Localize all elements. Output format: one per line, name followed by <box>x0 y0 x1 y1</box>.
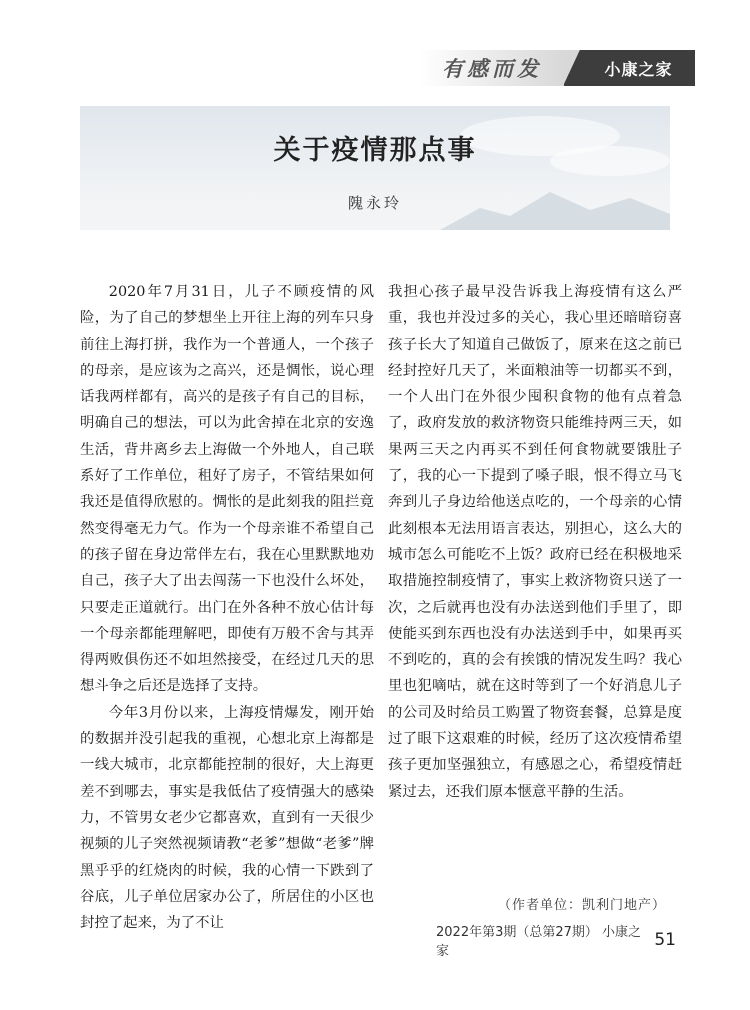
section-name: 小康之家 <box>582 50 695 86</box>
issue-info: 2022年第3期（总第27期） 小康之家 <box>436 925 642 959</box>
section-header <box>420 50 695 86</box>
author-affiliation: （作者单位：凯利门地产） <box>497 898 666 913</box>
body-paragraph: 今年3月份以来，上海疫情爆发，刚开始的数据并没引起我的重视，心想北京上海都是一线大城市，北京都能控制的很好，大上海更差不到哪去，事实是我低估了疫情强大的感染力，不管男女老少它都喜欢，直到有一天很少视频的儿子突然视频请教“老爹”想做“老爹”牌黑乎乎的红烧肉的时候，我的心情一下跌到了谷底，儿子单位居家办公了，所居住的小区也封控了起来，为了不让 <box>80 704 374 932</box>
title-banner <box>80 106 670 230</box>
article-title: 关于疫情那点事 <box>273 135 477 166</box>
section-divider <box>564 50 582 86</box>
section-motto: 有感而发 <box>420 50 564 86</box>
page-number: 51 <box>654 930 676 950</box>
article-author: 隗永玲 <box>347 194 402 212</box>
article-column-left <box>80 279 374 936</box>
page-footer <box>436 925 676 959</box>
article-column-right <box>388 279 682 805</box>
body-paragraph: 2020年7月31日，儿子不顾疫情的风险，为了自己的梦想坐上开往上海的列车只身前往上海打拼，我作为一个普通人，一个孩子的母亲，是应该为之高兴，还是惆怅，说心理话我两样都有，高兴的是孩子有自己的目标，明确自己的想法，可以为此舍掉在北京的安逸生活，背井离乡去上海做一个外地人，自己联系好了工作单位，租好了房子，不管结果如何我还是值得欣慰的。惆怅的是此刻我的阻拦竟然变得毫无力气。作为一个母亲谁不希望自己的孩子留在身边常伴左右，我在心里默默地劝自己，孩子大了出去闯荡一下也没什么坏处，只要走正道就行。出门在外各种不放心估计每一个母亲都能理解吧，即使有万般不舍与其弄得两败俱伤还不如坦然接受，在经过几天的思想斗争之后还是选择了支持。 <box>80 284 374 695</box>
body-paragraph: 我担心孩子最早没告诉我上海疫情有这么严重，我也并没过多的关心，我心里还暗暗窃喜孩子长大了知道自己做饭了，原来在这之前已经封控好几天了，米面粮油等一切都买不到，一个人出门在外很少囤积食物的他有点着急了，政府发放的救济物资只能维持两三天，如果两三天之内再买不到任何食物就要饿肚子了，我的心一下提到了嗓子眼，恨不得立马飞奔到儿子身边给他送点吃的，一个母亲的心情此刻根本无法用语言表达，别担心，这么大的城市怎么可能吃不上饭？政府已经在积极地采取措施控制疫情了，事实上救济物资只送了一次，之后就再也没有办法送到他们手里了，即使能买到东西也没有办法送到手中，如果再买不到吃的，真的会有挨饿的情况发生吗？我心里也犯嘀咕，就在这时等到了一个好消息儿子的公司及时给员工购置了物资套餐，总算是度过了眼下这艰难的时候，经历了这次疫情希望孩子更加坚强独立，有感恩之心，希望疫情赶紧过去，还我们原本惬意平静的生活。 <box>388 284 682 800</box>
